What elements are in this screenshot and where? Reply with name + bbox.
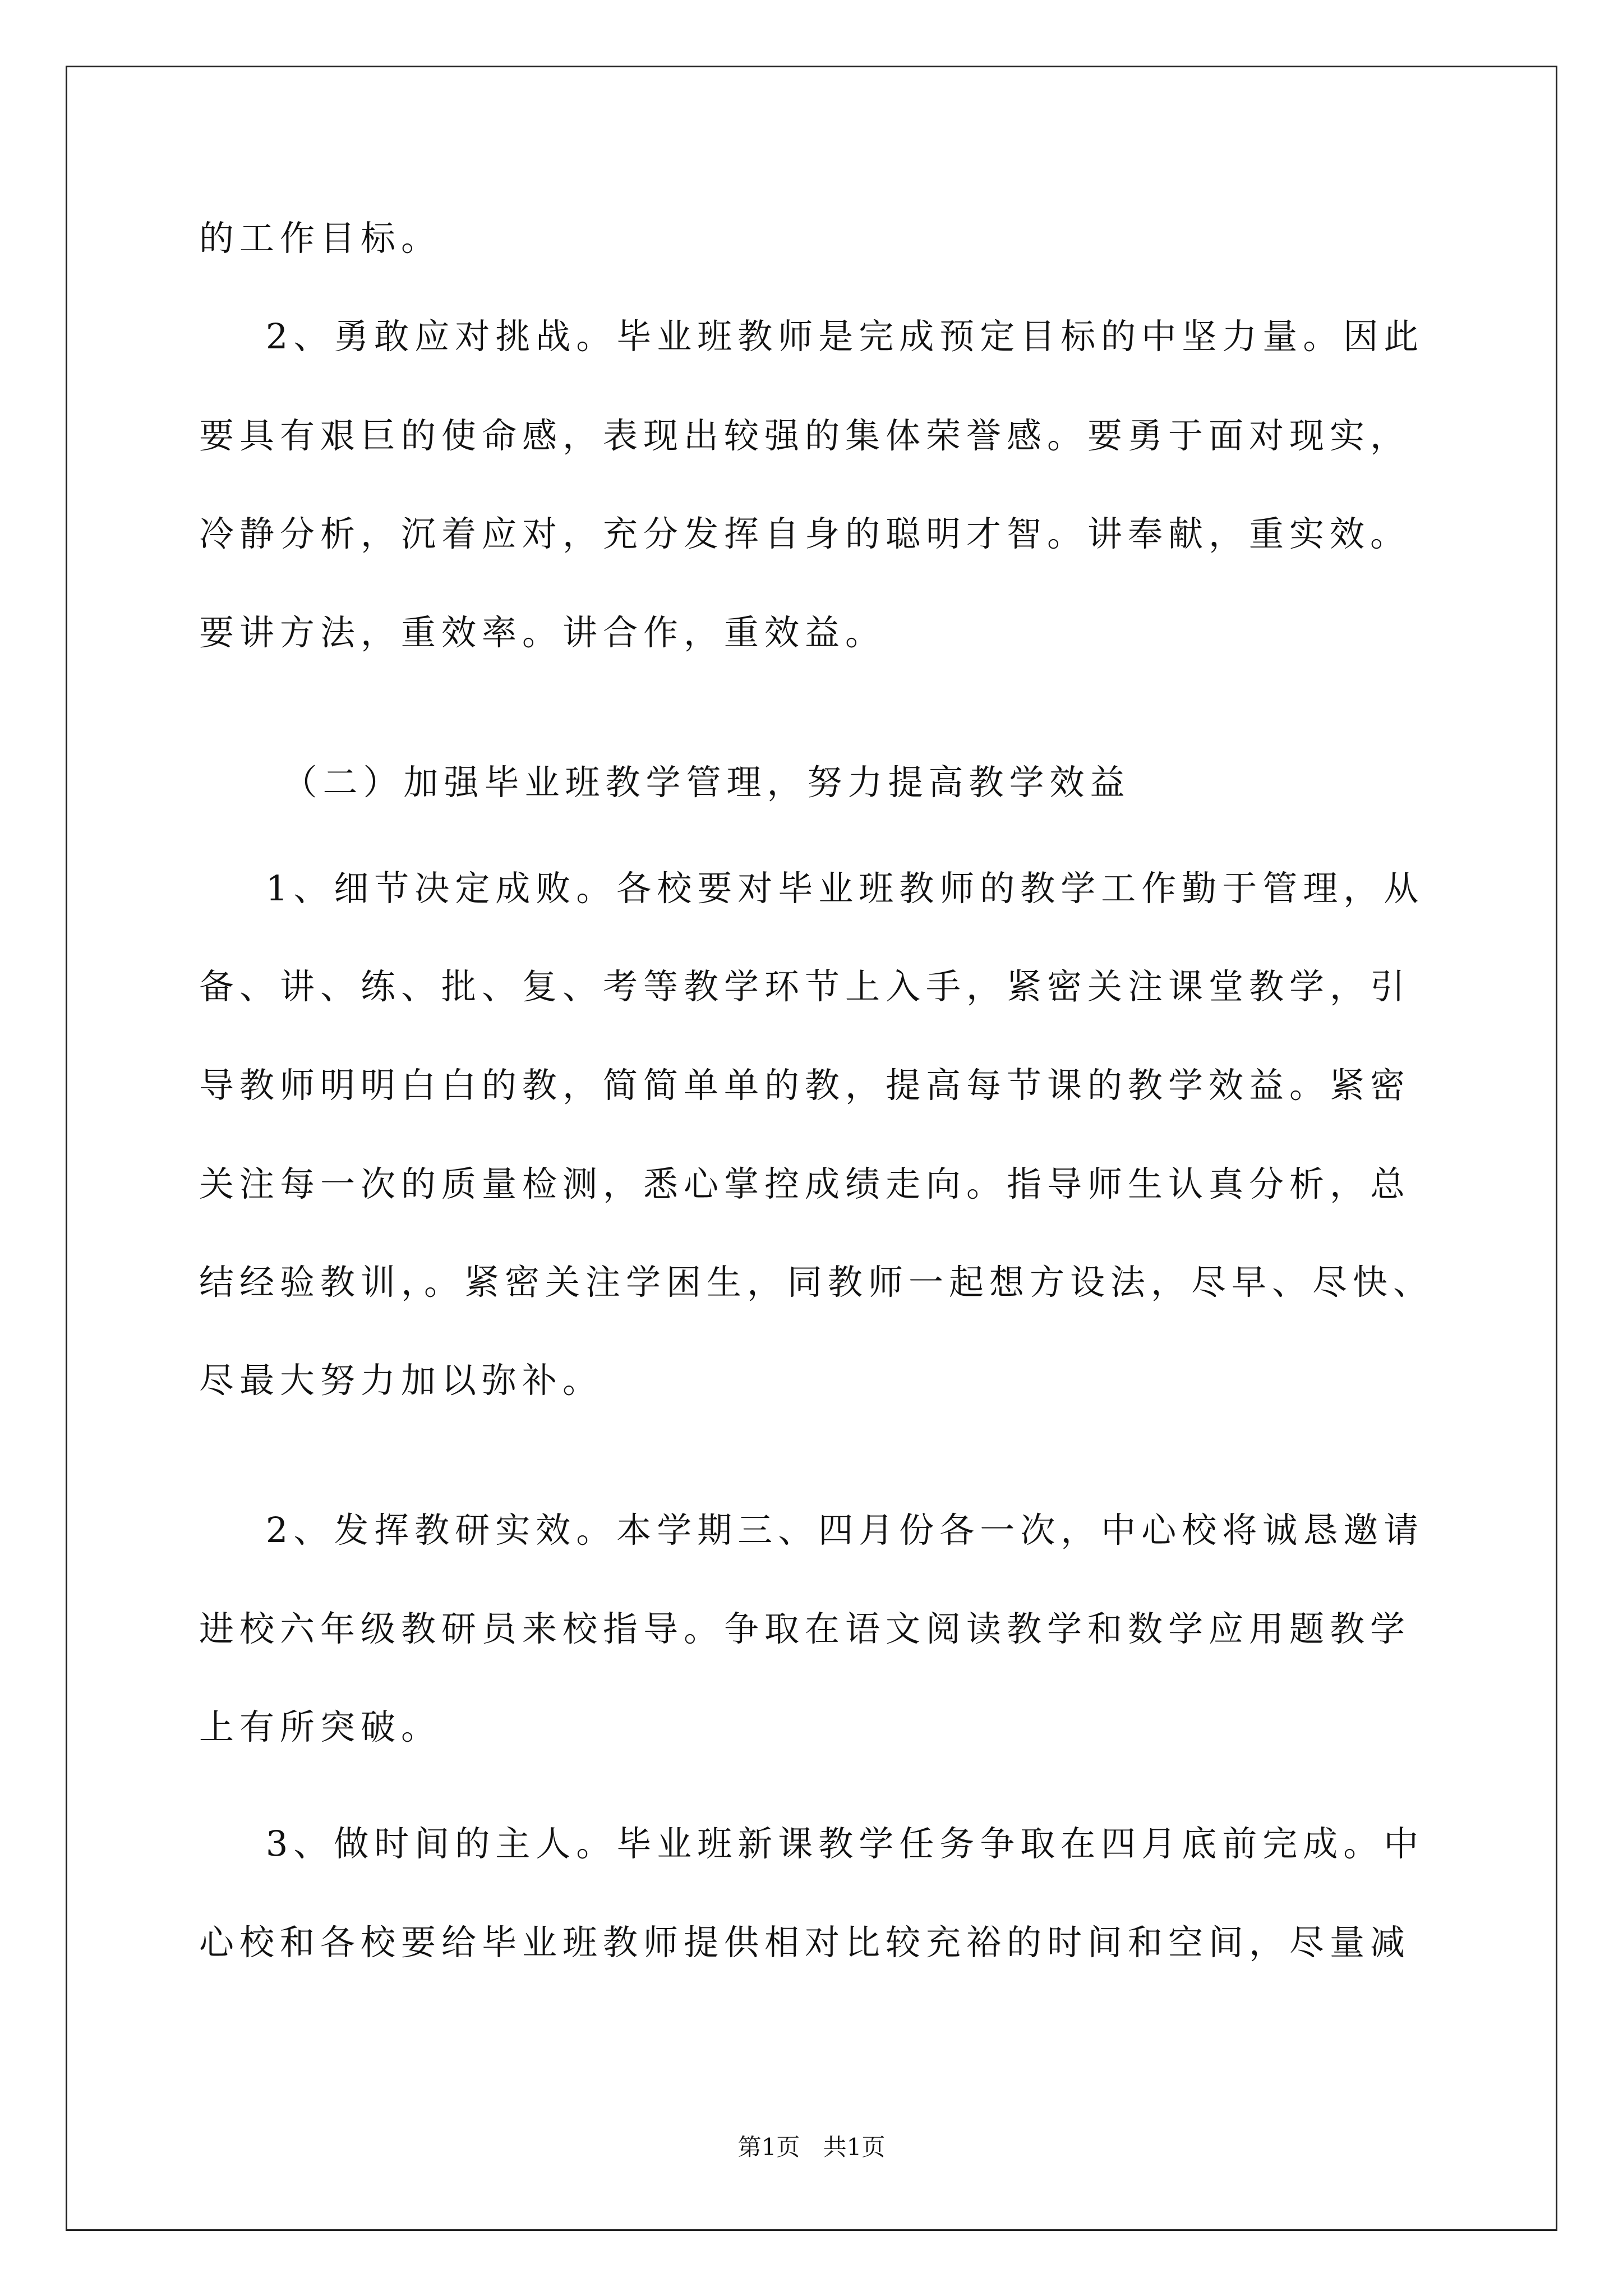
text-line: 尽最大努力加以弥补。 (199, 1360, 603, 1401)
text-line: 心校和各校要给毕业班教师提供相对比较充裕的时间和空间，尽量减 (199, 1922, 1411, 1963)
page-footer (0, 2132, 1623, 2163)
text-line: 上有所突破。 (199, 1706, 442, 1747)
page-total: 共1页 (823, 2133, 886, 2161)
page-border (66, 66, 1557, 2231)
text-line: 2、发挥教研实效。本学期三、四月份各一次，中心校将诚恳邀请 (199, 1510, 1424, 1550)
text-line: 要具有艰巨的使命感，表现出较强的集体荣誉感。要勇于面对现实， (199, 415, 1411, 456)
text-line: 进校六年级教研员来校指导。争取在语文阅读教学和数学应用题教学 (199, 1608, 1411, 1649)
text-line: 3、做时间的主人。毕业班新课教学任务争取在四月底前完成。中 (199, 1823, 1424, 1864)
section-heading: （二）加强毕业班教学管理，努力提高教学效益 (199, 762, 1131, 803)
text-line: 冷静分析，沉着应对，充分发挥自身的聪明才智。讲奉献，重实效。 (199, 513, 1411, 554)
text-line: 备、讲、练、批、复、考等教学环节上入手，紧密关注课堂教学，引 (199, 966, 1411, 1007)
text-line: 要讲方法，重效率。讲合作，重效益。 (199, 612, 886, 653)
text-line: 关注每一次的质量检测，悉心掌控成绩走向。指导师生认真分析，总 (199, 1163, 1411, 1204)
text-line: 结经验教训，。紧密关注学困生，同教师一起想方设法，尽早、尽快、 (199, 1262, 1434, 1303)
text-line: 导教师明明白白的教，简简单单的教，提高每节课的教学效益。紧密 (199, 1065, 1411, 1106)
text-line: 2、勇敢应对挑战。毕业班教师是完成预定目标的中坚力量。因此 (199, 316, 1424, 357)
text-line: 1、细节决定成败。各校要对毕业班教师的教学工作勤于管理，从 (199, 868, 1424, 909)
page-number: 第1页 (737, 2133, 800, 2161)
text-line: 的工作目标。 (199, 218, 442, 259)
